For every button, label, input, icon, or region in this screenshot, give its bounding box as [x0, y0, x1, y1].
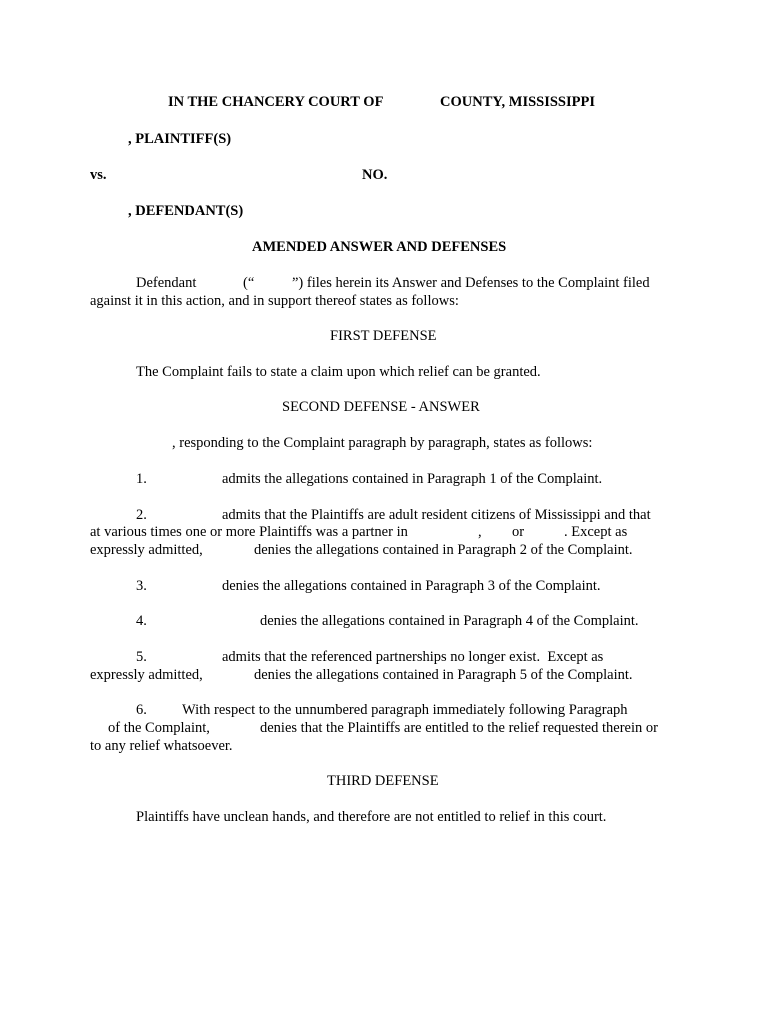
- item-2-line3b: denies the allegations contained in Paragraph 2 of the Complaint.: [254, 542, 633, 558]
- item-2-line2b: ,: [478, 524, 482, 540]
- defendant-line: , DEFENDANT(S): [128, 203, 244, 219]
- intro-defendant: Defendant: [136, 275, 197, 291]
- item-2-line3a: expressly admitted,: [90, 542, 203, 558]
- item-5-line2a: expressly admitted,: [90, 667, 203, 683]
- second-defense-intro: , responding to the Complaint paragraph by paragraph, states as follows:: [172, 435, 593, 451]
- intro-line2: against it in this action, and in support thereof states as follows:: [90, 293, 459, 309]
- item-2-line2d: . Except as: [564, 524, 628, 540]
- third-defense-heading: THIRD DEFENSE: [327, 773, 439, 789]
- item-5-number: 5.: [136, 649, 147, 665]
- intro-line1-rest: ”) files herein its Answer and Defenses to the Complaint filed: [292, 275, 650, 291]
- third-defense-text: Plaintiffs have unclean hands, and therefore are not entitled to relief in this court.: [136, 809, 607, 825]
- item-6-line1: With respect to the unnumbered paragraph immediately following Paragraph: [182, 702, 628, 718]
- item-6-line2b: denies that the Plaintiffs are entitled to the relief requested therein or: [260, 720, 658, 736]
- item-1-text: admits the allegations contained in Paragraph 1 of the Complaint.: [222, 471, 603, 487]
- item-2-line2c: or: [512, 524, 525, 540]
- case-number-label: NO.: [362, 167, 388, 183]
- item-6-line2a: of the Complaint,: [108, 720, 210, 736]
- intro-open-quote: (“: [243, 275, 255, 291]
- court-header-left: IN THE CHANCERY COURT OF: [168, 94, 384, 110]
- item-2-number: 2.: [136, 507, 147, 523]
- first-defense-heading: FIRST DEFENSE: [330, 328, 437, 344]
- item-3-number: 3.: [136, 578, 147, 594]
- item-2-line1: admits that the Plaintiffs are adult resident citizens of Mississippi and that: [222, 507, 651, 523]
- item-6-number: 6.: [136, 702, 147, 718]
- court-header-right: COUNTY, MISSISSIPPI: [440, 94, 595, 110]
- item-5-line2b: denies the allegations contained in Paragraph 5 of the Complaint.: [254, 667, 633, 683]
- item-6-line3: to any relief whatsoever.: [90, 738, 233, 754]
- item-4-number: 4.: [136, 613, 147, 629]
- item-2-line2a: at various times one or more Plaintiffs was a partner in: [90, 524, 408, 540]
- versus-label: vs.: [90, 167, 107, 183]
- item-4-text: denies the allegations contained in Paragraph 4 of the Complaint.: [260, 613, 639, 629]
- plaintiff-line: , PLAINTIFF(S): [128, 131, 232, 147]
- item-1-number: 1.: [136, 471, 147, 487]
- document-title: AMENDED ANSWER AND DEFENSES: [252, 239, 507, 255]
- item-3-text: denies the allegations contained in Paragraph 3 of the Complaint.: [222, 578, 601, 594]
- second-defense-heading: SECOND DEFENSE - ANSWER: [282, 399, 480, 415]
- item-5-line1: admits that the referenced partnerships no longer exist. Except as: [222, 649, 604, 665]
- first-defense-text: The Complaint fails to state a claim upon which relief can be granted.: [136, 364, 541, 380]
